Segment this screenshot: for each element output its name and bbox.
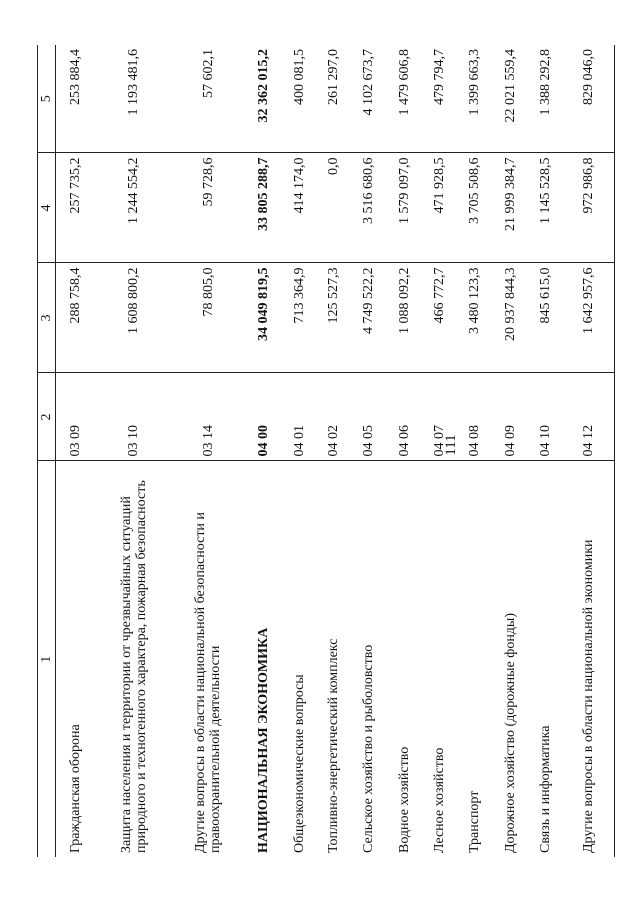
row-name: Связь и информатика bbox=[537, 725, 553, 853]
table-row bbox=[172, 45, 245, 857]
row-value-col4: 972 986,8 bbox=[563, 153, 615, 263]
row-code: 04 07 bbox=[422, 373, 457, 461]
row-value-col3: 1 608 800,2 bbox=[96, 263, 172, 373]
row-value-col3: 4 749 522,2 bbox=[351, 263, 387, 373]
row-value-col3: 1 088 092,2 bbox=[387, 263, 422, 373]
row-value-col4: 59 728,6 bbox=[172, 153, 245, 263]
row-value-col5: 479 794,7 bbox=[422, 45, 457, 153]
row-code: 04 00 bbox=[245, 373, 283, 461]
row-value-col5: 400 081,5 bbox=[283, 45, 317, 153]
row-name: Лесное хозяйство bbox=[431, 747, 447, 853]
row-value-col5: 57 602,1 bbox=[172, 45, 245, 153]
row-name: Другие вопросы в области национальной безопасности и правоохранительной деятельности bbox=[193, 512, 223, 853]
column-header-1: 1 bbox=[38, 461, 56, 857]
row-name: Водное хозяйство bbox=[396, 746, 412, 853]
row-value-col5: 253 884,4 bbox=[56, 45, 96, 153]
row-name: Общеэкономические вопросы bbox=[292, 674, 307, 853]
row-code: 04 12 bbox=[563, 373, 615, 461]
table-row bbox=[493, 45, 528, 857]
row-value-col4: 21 999 384,7 bbox=[493, 153, 528, 263]
table-row bbox=[528, 45, 563, 857]
row-value-col3: 466 772,7 bbox=[422, 263, 457, 373]
table-row bbox=[351, 45, 387, 857]
budget-table bbox=[37, 45, 615, 857]
row-code: 03 09 bbox=[56, 373, 96, 461]
row-value-col3: 34 049 819,5 bbox=[245, 263, 283, 373]
column-header-2: 2 bbox=[38, 373, 56, 461]
row-value-col3: 845 615,0 bbox=[528, 263, 563, 373]
column-header-5: 5 bbox=[38, 45, 56, 153]
row-value-col4: 33 805 288,7 bbox=[245, 153, 283, 263]
row-value-col4: 471 928,5 bbox=[422, 153, 457, 263]
column-number-row bbox=[38, 45, 56, 857]
row-value-col3: 288 758,4 bbox=[56, 263, 96, 373]
row-code: 03 14 bbox=[172, 373, 245, 461]
row-code: 03 10 bbox=[96, 373, 172, 461]
table-row bbox=[457, 45, 493, 857]
row-code: 04 10 bbox=[528, 373, 563, 461]
row-value-col3: 1 642 957,6 bbox=[563, 263, 615, 373]
row-value-col4: 1 244 554,2 bbox=[96, 153, 172, 263]
row-value-col4: 0,0 bbox=[317, 153, 351, 263]
table-row bbox=[387, 45, 422, 857]
row-value-col3: 713 364,9 bbox=[283, 263, 317, 373]
row-code: 04 06 bbox=[387, 373, 422, 461]
column-header-4: 4 bbox=[38, 153, 56, 263]
row-name: Топливно-энергетический комплекс bbox=[326, 638, 341, 853]
row-name: НАЦИОНАЛЬНАЯ ЭКОНОМИКА bbox=[256, 627, 271, 853]
row-value-col5: 1 479 606,8 bbox=[387, 45, 422, 153]
row-value-col5: 261 297,0 bbox=[317, 45, 351, 153]
row-value-col5: 32 362 015,2 bbox=[245, 45, 283, 153]
row-code: 04 09 bbox=[493, 373, 528, 461]
row-name: Защита населения и территории от чрезвычайных ситуаций природного и техногенного характера, пожарная безопасность bbox=[118, 480, 149, 853]
table-row bbox=[422, 45, 457, 857]
row-value-col5: 22 021 559,4 bbox=[493, 45, 528, 153]
row-name: Другие вопросы в области национальной экономики bbox=[563, 461, 615, 857]
table-row bbox=[56, 45, 96, 857]
table-row bbox=[563, 45, 615, 857]
row-value-col4: 3 516 680,6 bbox=[351, 153, 387, 263]
row-value-col3: 20 937 844,3 bbox=[493, 263, 528, 373]
row-value-col5: 4 102 673,7 bbox=[351, 45, 387, 153]
page-number: 111 bbox=[443, 434, 459, 456]
row-value-col5: 1 388 292,8 bbox=[528, 45, 563, 153]
row-value-col3: 78 805,0 bbox=[172, 263, 245, 373]
row-value-col4: 414 174,0 bbox=[283, 153, 317, 263]
row-value-col5: 1 193 481,6 bbox=[96, 45, 172, 153]
table-row bbox=[317, 45, 351, 857]
row-name: Транспорт bbox=[467, 790, 482, 853]
row-value-col3: 3 480 123,3 bbox=[457, 263, 493, 373]
row-code: 04 02 bbox=[317, 373, 351, 461]
table-row bbox=[245, 45, 283, 857]
row-value-col3: 125 527,3 bbox=[317, 263, 351, 373]
row-value-col4: 1 579 097,0 bbox=[387, 153, 422, 263]
table-row bbox=[283, 45, 317, 857]
row-code: 04 01 bbox=[283, 373, 317, 461]
row-code: 04 08 bbox=[457, 373, 493, 461]
row-value-col5: 829 046,0 bbox=[563, 45, 615, 153]
row-name: Сельское хозяйство и рыболовство bbox=[361, 644, 376, 853]
row-value-col4: 257 735,2 bbox=[56, 153, 96, 263]
row-value-col5: 1 399 663,3 bbox=[457, 45, 493, 153]
table-row bbox=[96, 45, 172, 857]
row-value-col4: 1 145 528,5 bbox=[528, 153, 563, 263]
row-name: Гражданская оборона bbox=[68, 724, 84, 853]
column-header-3: 3 bbox=[38, 263, 56, 373]
row-name: Дорожное хозяйство (дорожные фонды) bbox=[502, 612, 518, 853]
row-code: 04 05 bbox=[351, 373, 387, 461]
row-value-col4: 3 705 508,6 bbox=[457, 153, 493, 263]
